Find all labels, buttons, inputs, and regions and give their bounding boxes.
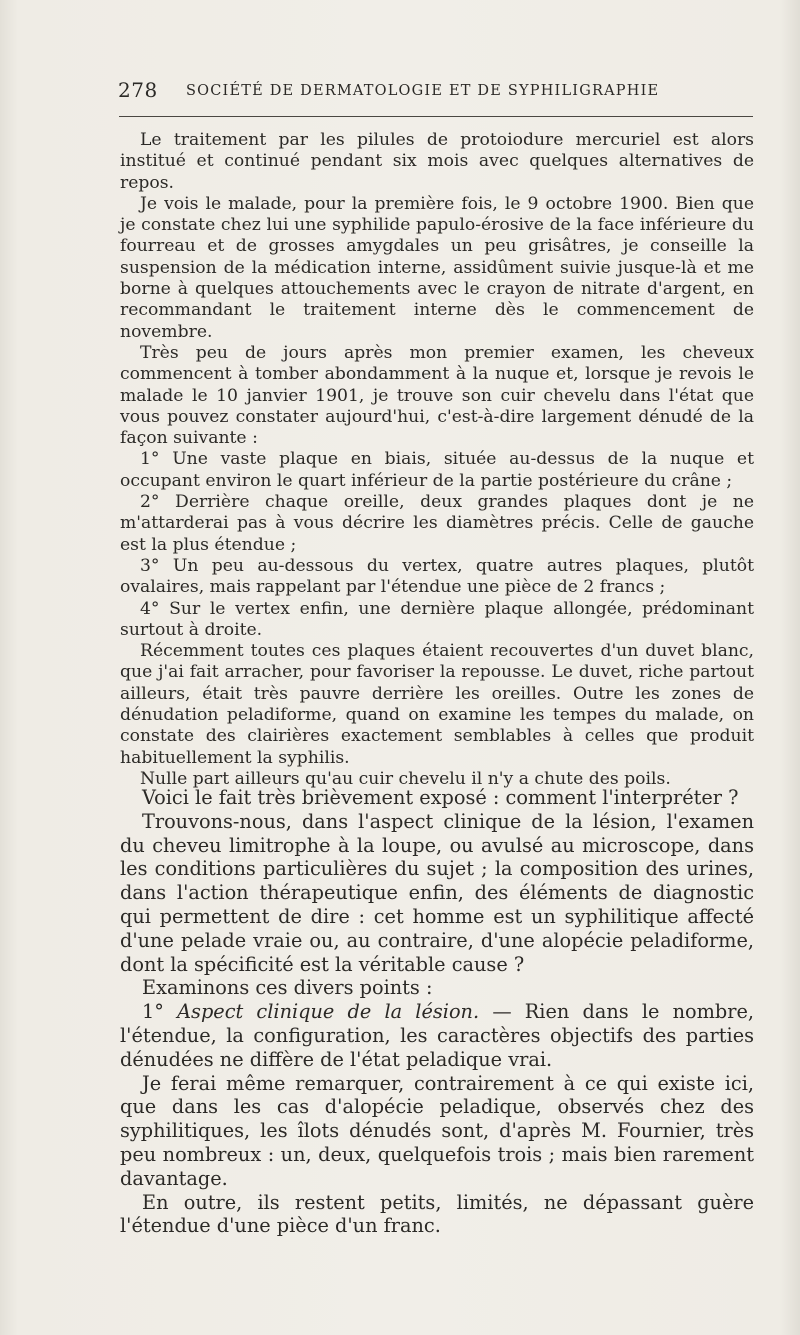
list-item-2: 2° Derrière chaque oreille, deux grandes plaques dont je ne m'attarderai pas à vous décrire les diamètres précis. Celle de gauche est la plus étendue ; bbox=[120, 492, 754, 555]
page-header bbox=[118, 78, 754, 108]
list-item-4: 4° Sur le vertex enfin, une dernière plaque allongée, prédominant surtout à droite. bbox=[120, 598, 754, 640]
paragraph-down: Récemment toutes ces plaques étaient recouvertes d'un duvet blanc, que j'ai fait arracher, pour favoriser la repousse. Le duvet, riche partout ailleurs, était très pauvre derrière les oreilles. Outre les zones de dénudation peladiforme, quand on examine les tempes du malade, on constate des clairières exactement semblables à celles que produit habituellement la syphilis. bbox=[120, 641, 754, 768]
paragraph-hair-loss: Très peu de jours après mon premier examen, les cheveux commencent à tomber abondamment à la nuque et, lorsque je revois le malade le 10 janvier 1901, je trouve son cuir chevelu dans l'état que vous pouvez constater aujourd'hui, c'est-à-dire largement dénudé de la façon suivante : bbox=[120, 342, 754, 449]
section-number: 1° bbox=[142, 1000, 164, 1024]
section-heading: Aspect clinique de la lésion. bbox=[177, 1000, 480, 1024]
discussion-text bbox=[120, 786, 754, 1238]
list-item-1: 1° Une vaste plaque en biais, située au-dessus de la nuque et occupant environ le quart inférieur de la partie postérieure du crâne ; bbox=[120, 449, 754, 491]
paragraph-question: Voici le fait très brièvement exposé : comment l'interpréter ? bbox=[142, 786, 739, 809]
paragraph-treatment: Le traitement par les pilules de protoiodure mercuriel est alors institué et continué pendant six mois avec quelques alternatives de repos. bbox=[120, 130, 754, 193]
section-text: — Rien dans le nombre, l'étendue, la configuration, les caractères objectifs des parties dénudées ne diffère de l'état peladique vrai. bbox=[120, 1000, 755, 1071]
paragraph-clinical-aspect bbox=[120, 1000, 754, 1071]
header-rule bbox=[119, 116, 753, 117]
page-number: 278 bbox=[118, 78, 158, 102]
paragraph-first-visit: Je vois le malade, pour la première fois, le 9 octobre 1900. Bien que je constate chez lui une syphilide papulo-érosive de la face inférieure du fourreau et de grosses amygdales un peu grisâtres, je conseille la suspension de la médication interne, assidûment suivie jusque-là et me borne à quelques attouchements avec le crayon de nitrate d'argent, en recommandant le traitement interne dès le commencement de novembre. bbox=[120, 193, 754, 342]
paragraph-size: En outre, ils restent petits, limités, ne dépassant guère l'étendue d'une pièce d'un franc. bbox=[120, 1190, 754, 1238]
case-report-text bbox=[120, 130, 754, 790]
list-item-3: 3° Un peu au-dessous du vertex, quatre autres plaques, plutôt ovalaires, mais rappelant par l'étendue une pièce de 2 francs ; bbox=[120, 555, 754, 598]
paragraph-no-other-loss: Nulle part ailleurs qu'au cuir chevelu il n'y a chute des poils. bbox=[140, 768, 671, 789]
paragraph-diagnosis: Trouvons-nous, dans l'aspect clinique de la lésion, l'examen du cheveu limitrophe à la loupe, ou avulsé au microscope, dans les conditions particulières du sujet ; la composition des urines, dans l'action thérapeutique enfin, des éléments de diagnostic qui permettent de dire : cet homme est un syphilitique affecté d'une pelade vraie ou, au contraire, d'une alopécie peladiforme, dont la spécificité est la véritable cause ? bbox=[120, 809, 754, 976]
running-title: SOCIÉTÉ DE DERMATOLOGIE ET DE SYPHILIGRAPHIE bbox=[186, 83, 660, 99]
paragraph-examine: Examinons ces divers points : bbox=[142, 976, 433, 1000]
paragraph-fournier: Je ferai même remarquer, contrairement à ce qui existe ici, que dans les cas d'alopécie peladique, observés chez des syphilitiques, les îlots dénudés sont, d'après M. Fournier, très peu nombreux : un, deux, quelquefois trois ; mais bien rarement davantage. bbox=[120, 1071, 754, 1190]
